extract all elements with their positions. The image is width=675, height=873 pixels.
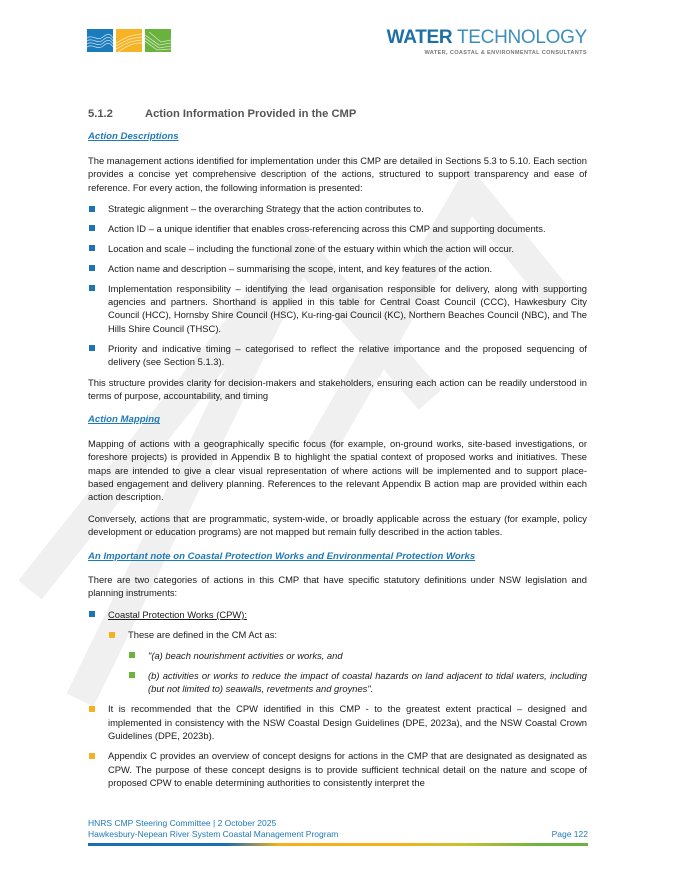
footer-color-bar (88, 843, 588, 846)
action-descriptions-closing: This structure provides clarity for decision-makers and stakeholders, ensuring each action can be readily understood in terms of purpose, accountability, and timing (88, 376, 587, 401)
page-footer (88, 818, 588, 839)
cpw-notes-list (88, 702, 587, 789)
action-mapping-paragraph: Mapping of actions with a geographically specific focus (for example, on-ground works, site-based investigations, or foreshore projects) is provided in Appendix B to highlight the spatial context of proposed works and initiatives. These maps are intended to give a clear visual representation of where actions will be implemented and to support place-based engagement and delivery planning. References to the relevant Appendix B action map are provided within each action description. (88, 437, 587, 503)
footer-committee-date: HNRS CMP Steering Committee | 2 October 2025 (88, 818, 277, 828)
list-item: Action ID – a unique identifier that enables cross-referencing across this CMP and supporting documents. (88, 222, 587, 235)
wave-lines-icon (116, 29, 142, 52)
list-item: These are defined in the CM Act as: (108, 628, 587, 641)
page-number: Page 122 (551, 828, 588, 839)
list-item: Priority and indicative timing – categorised to reflect the relative importance and the proposed sequencing of delivery (see Section 5.1.3). (88, 342, 587, 369)
brand-wordmark (387, 28, 587, 56)
important-note-heading: An Important note on Coastal Protection Works and Environmental Protection Works (88, 550, 476, 562)
list-item: Location and scale – including the functional zone of the estuary within which the action will occur. (88, 242, 587, 255)
list-item: Appendix C provides an overview of concept designs for actions in the CMP that are designated as designated as CPW. The purpose of these concept designs is to provide sufficient technical detail on the nature and scope of proposed CPW to enable determining authorities to consistently interpret the (88, 749, 587, 789)
important-note-intro: There are two categories of actions in this CMP that have specific statutory definitions under NSW legislation and planning instruments: (88, 574, 587, 599)
action-descriptions-intro: The management actions identified for implementation under this CMP are detailed in Sections 5.3 to 5.10. Each section provides a concise yet comprehensive description of the actions, structured to support transparency and ease of reference. For every action, the following information is presented: (88, 154, 587, 193)
action-mapping-heading: Action Mapping (88, 414, 160, 426)
action-mapping-paragraph: Conversely, actions that are programmatic, system-wide, or broadly applicable across the estuary (for example, policy development or education programs) are not mapped but remain fully described in the action tables. (88, 512, 587, 538)
list-item: "(a) beach nourishment activities or works, and (128, 649, 587, 662)
company-logo (87, 29, 171, 52)
wave-lines-icon (87, 29, 113, 52)
list-item: It is recommended that the CPW identified in this CMP - to the greatest extent practical – designed and implemented in consistency with the NSW Coastal Design Guidelines (DPE, 2023a), and the NSW Coastal Crown Guidelines (DPE, 2023b). (88, 702, 587, 742)
page-header (0, 0, 675, 80)
brand-name-light: TECHNOLOGY (452, 27, 587, 48)
cpw-sublist (108, 628, 587, 641)
action-info-list (88, 202, 587, 369)
brand-name-bold: WATER (386, 27, 453, 48)
document-body (88, 108, 587, 796)
footer-document-title: Hawkesbury-Nepean River System Coastal Management Program (88, 828, 339, 839)
section-heading (88, 108, 587, 121)
list-item: Action name and description – summarising the scope, intent, and key features of the action. (88, 262, 587, 275)
list-item (88, 608, 587, 621)
cpw-definition-list (128, 649, 587, 696)
wave-lines-icon (145, 29, 171, 52)
cpw-list (88, 608, 587, 621)
list-item: (b) activities or works to reduce the impact of coastal hazards on land adjacent to tidal waters, including (but not limited to) seawalls, revetments and groynes". (128, 669, 587, 696)
list-item: Implementation responsibility – identifying the lead organisation responsible for delivery, along with supporting agencies and partners. Shorthand is applied in this table for Central Coast Council (CCC), Hawkesbury City Council (HCC), Hornsby Shire Council (HSC), Ku-ring-gai Council (KC), Northern Beaches Council (NBC), and The Hills Shire Council (THSC). (88, 282, 587, 336)
section-title: Action Information Provided in the CMP (145, 108, 357, 120)
section-number: 5.1.2 (88, 108, 113, 120)
brand-tagline: WATER, COASTAL & ENVIRONMENTAL CONSULTANTS (424, 50, 587, 56)
list-item: Strategic alignment – the overarching Strategy that the action contributes to. (88, 202, 587, 215)
cpw-label: Coastal Protection Works (CPW): (108, 608, 247, 620)
action-descriptions-heading: Action Descriptions (88, 131, 179, 143)
